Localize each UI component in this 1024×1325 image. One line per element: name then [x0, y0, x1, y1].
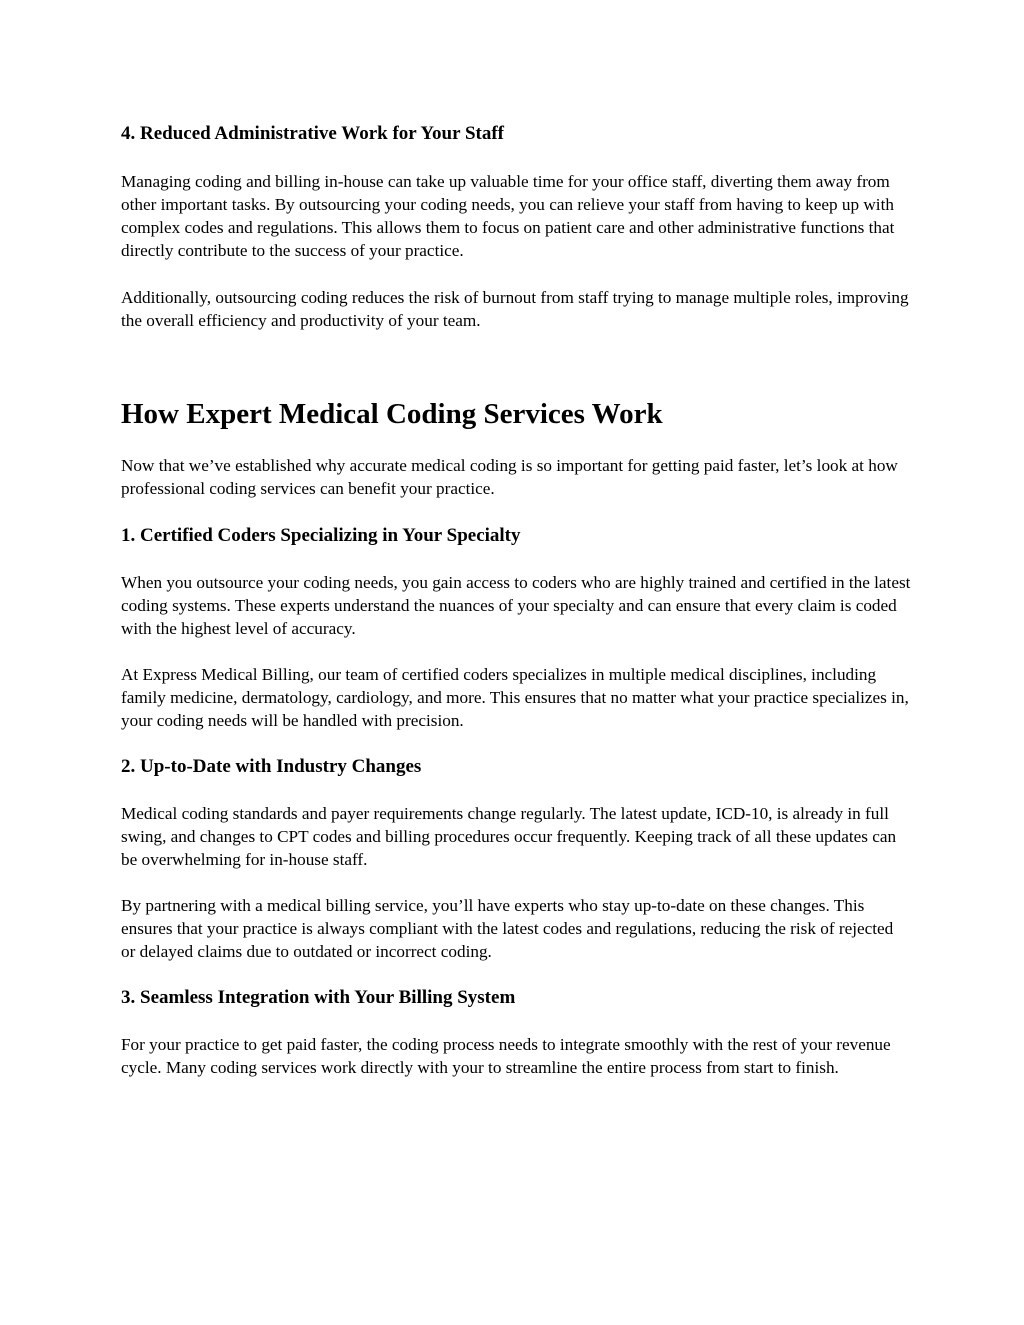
document-page [121, 120, 911, 1079]
intro-paragraph: Now that we’ve established why accurate medical coding is so important for getting paid faster, let’s look at how professional coding services can benefit your practice. [121, 456, 898, 498]
paragraph: By partnering with a medical billing service, you’ll have experts who stay up-to-date on these changes. This ensures that your practice is always compliant with the latest codes and regulations, reducing the risk of rejected or delayed claims due to outdated or incorrect coding. [121, 896, 894, 961]
paragraph: When you outsource your coding needs, you gain access to coders who are highly trained and certified in the latest coding systems. These experts understand the nuances of your specialty and can ensure that every claim is coded with the highest level of accuracy. [121, 573, 911, 638]
paragraph: For your practice to get paid faster, the coding process needs to integrate smoothly with the rest of your revenue cycle. Many coding services work directly with your to streamline the entire process from start to finish. [121, 1035, 891, 1077]
subsection-heading-seamless-integration: 3. Seamless Integration with Your Billing System [121, 987, 516, 1008]
paragraph: Managing coding and billing in-house can take up valuable time for your office staff, diverting them away from other important tasks. By outsourcing your coding needs, you can relieve your staff from having to keep up with complex codes and regulations. This allows them to focus on patient care and other administrative functions that directly contribute to the success of your practice. [121, 172, 895, 260]
subsection-heading-industry-changes: 2. Up-to-Date with Industry Changes [121, 756, 422, 777]
paragraph: Medical coding standards and payer requirements change regularly. The latest update, ICD-10, is already in full swing, and changes to CPT codes and billing procedures occur frequently. Keeping track of all these updates can be overwhelming for in-house staff. [121, 804, 897, 869]
paragraph: Additionally, outsourcing coding reduces the risk of burnout from staff trying to manage multiple roles, improving the overall efficiency and productivity of your team. [121, 288, 909, 330]
paragraph: At Express Medical Billing, our team of certified coders specializes in multiple medical disciplines, including family medicine, dermatology, cardiology, and more. This ensures that no matter what your practice specializes in, your coding needs will be handled with precision. [121, 665, 909, 730]
main-heading: How Expert Medical Coding Services Work [121, 398, 663, 430]
section-heading-reduced-admin-work: 4. Reduced Administrative Work for Your Staff [121, 123, 504, 144]
subsection-heading-certified-coders: 1. Certified Coders Specializing in Your Specialty [121, 525, 521, 546]
